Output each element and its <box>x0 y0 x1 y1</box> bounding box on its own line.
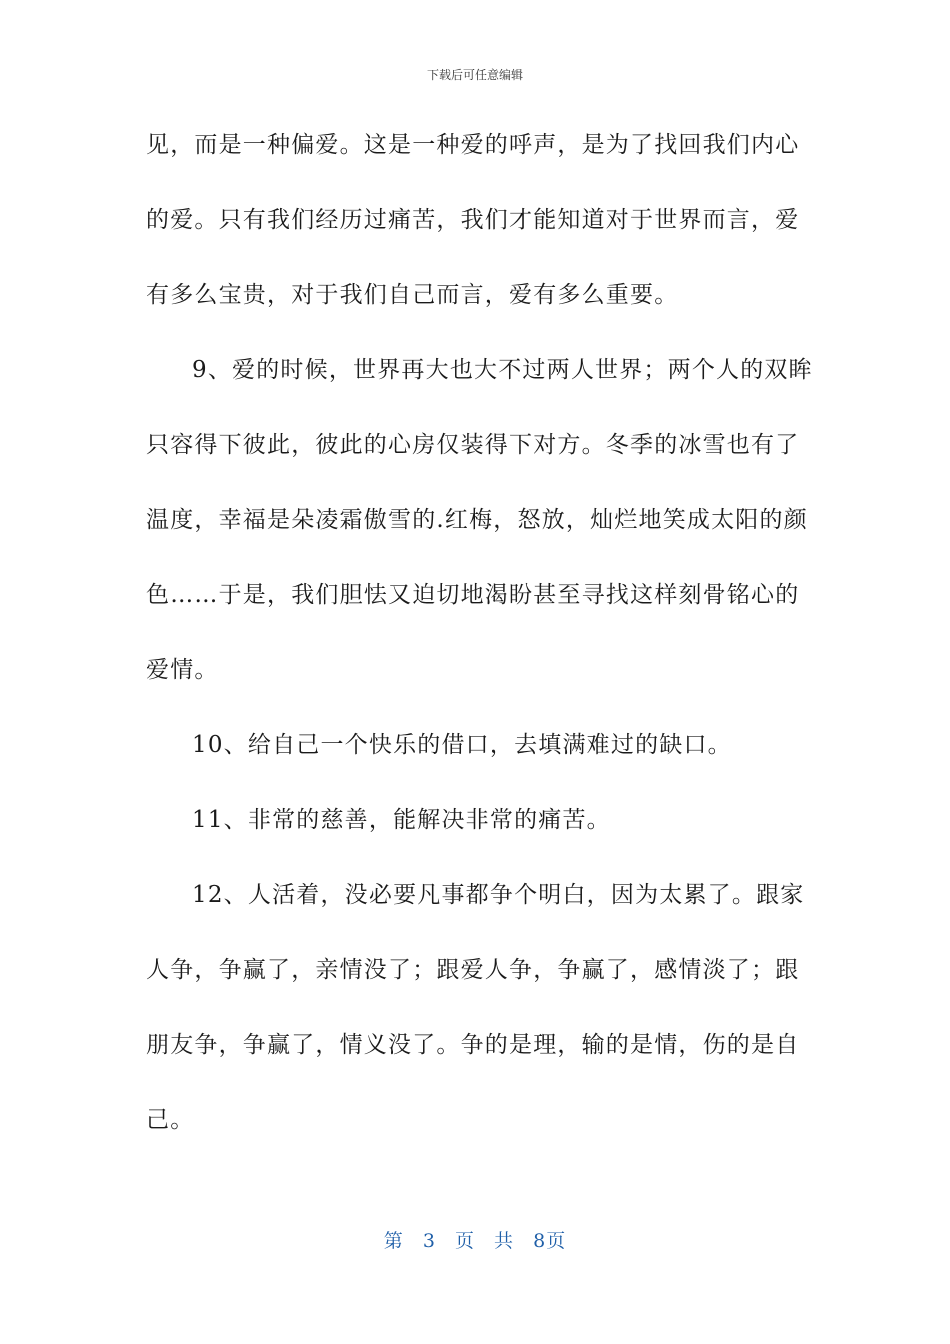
text-line: 人争，争赢了，亲情没了；跟爱人争，争赢了，感情淡了；跟 <box>146 957 800 983</box>
page-footer <box>0 1226 950 1253</box>
footer-gong: 共 <box>494 1230 515 1252</box>
footer-ye: 页 <box>454 1230 475 1252</box>
text-line: 10、给自己一个快乐的借口，去填满难过的缺口。 <box>192 732 732 758</box>
text-line: 12、人活着，没必要凡事都争个明白，因为太累了。跟家 <box>192 882 805 908</box>
total-pages: 8页 <box>533 1230 567 1252</box>
text-line: 见，而是一种偏爱。这是一种爱的呼声，是为了找回我们内心 <box>146 132 800 158</box>
current-page-number: 3 <box>422 1230 436 1252</box>
text-line: 己。 <box>146 1107 195 1133</box>
text-line: 朋友争，争赢了，情义没了。争的是理，输的是情，伤的是自 <box>146 1032 800 1058</box>
footer-di: 第 <box>383 1230 404 1252</box>
text-line: 爱情。 <box>146 657 219 683</box>
paragraph <box>146 858 806 1158</box>
document-body <box>146 108 813 1158</box>
text-line: 温度，幸福是朵凌霜傲雪的.红梅，怒放，灿烂地笑成太阳的颜 <box>146 507 808 533</box>
text-line: 的爱。只有我们经历过痛苦，我们才能知道对于世界而言，爱 <box>146 207 800 233</box>
text-line: 色……于是，我们胆怯又迫切地渴盼甚至寻找这样刻骨铭心的 <box>146 582 800 608</box>
text-line: 有多么宝贵，对于我们自己而言，爱有多么重要。 <box>146 282 679 308</box>
paragraph <box>146 783 806 858</box>
text-line: 9、爱的时候，世界再大也大不过两人世界；两个人的双眸 <box>192 357 813 383</box>
page-header: 下载后可任意编辑 <box>426 68 523 82</box>
paragraph <box>146 708 806 783</box>
text-line: 只容得下彼此，彼此的心房仅装得下对方。冬季的冰雪也有了 <box>146 432 800 458</box>
paragraph <box>146 108 806 333</box>
text-line: 11、非常的慈善，能解决非常的痛苦。 <box>192 807 611 833</box>
paragraph <box>146 333 813 708</box>
